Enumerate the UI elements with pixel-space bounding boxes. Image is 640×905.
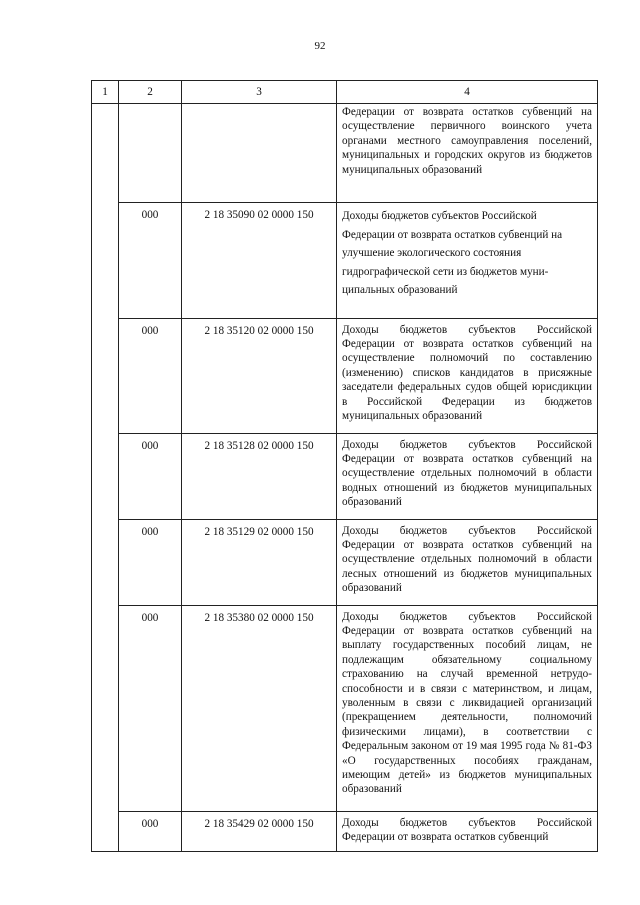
budget-code-cell: 2 18 35429 02 0000 150 (182, 811, 337, 851)
table-row (92, 519, 598, 605)
table-row (92, 104, 598, 203)
income-description-cell: Федерации от возврата остатков субвенций на осуществление первичного воинского учета органами местного самоуправления поселений, муниципальных и городских округов из бюджетов муниципальных образований (337, 104, 598, 203)
budget-code-cell (182, 104, 337, 203)
income-description-cell: Доходы бюджетов субъектов Российской Федерации от возврата остатков субвенций на осуществление отдельных полномочий в области водных отношений из бюджетов муниципальных образований (337, 433, 598, 519)
admin-code-cell: 000 (119, 203, 182, 319)
budget-code-cell: 2 18 35120 02 0000 150 (182, 318, 337, 433)
table-row (92, 605, 598, 811)
table-row (92, 811, 598, 851)
income-description-cell: Доходы бюджетов субъектов Российской Федерации от возврата остатков субвенций (337, 811, 598, 851)
table-row (92, 433, 598, 519)
admin-code-cell: 000 (119, 605, 182, 811)
admin-code-cell: 000 (119, 433, 182, 519)
income-description-cell: Доходы бюджетов субъектов Российской Федерации от возврата остатков субвенций на улучшение экологического состояния гидрографической сети из бюджетов муниципальных образований (337, 203, 598, 319)
income-description-cell: Доходы бюджетов субъектов Российской Федерации от возврата остатков субвенций на выплату государственных пособий лицам, не подлежащим обязательному социальному страхованию на случай временной нетрудоспособности и в связи с материнством, и лицам, уволенным в связи с ликвидацией организаций (прекращением деятельности, полномочий физическими лицами), в соответствии с Федеральным законом от 19 мая 1995 года № 81-ФЗ «О государственных пособиях гражданам, имеющим детей» из бюджетов муниципальных образований (337, 605, 598, 811)
budget-code-cell: 2 18 35129 02 0000 150 (182, 519, 337, 605)
column-header-4: 4 (337, 81, 598, 104)
column-header-1: 1 (92, 81, 119, 104)
column-header-3: 3 (182, 81, 337, 104)
table-header-row (92, 81, 598, 104)
column-header-2: 2 (119, 81, 182, 104)
budget-code-cell: 2 18 35128 02 0000 150 (182, 433, 337, 519)
page-number: 92 (314, 40, 326, 52)
budget-codes-table (91, 80, 598, 852)
admin-code-cell: 000 (119, 519, 182, 605)
table-row (92, 203, 598, 319)
income-description-cell: Доходы бюджетов субъектов Российской Федерации от возврата остатков субвенций на осуществление отдельных полномочий в области лесных отношений из бюджетов муниципальных образований (337, 519, 598, 605)
admin-code-cell (119, 104, 182, 203)
admin-code-cell: 000 (119, 811, 182, 851)
budget-code-cell: 2 18 35380 02 0000 150 (182, 605, 337, 811)
group-cell (92, 104, 119, 852)
admin-code-cell: 000 (119, 318, 182, 433)
income-description-cell: Доходы бюджетов субъектов Российской Федерации от возврата остатков субвенций на осуществление полномочий по составлению (изменению) списков кандидатов в присяжные заседатели федеральных судов общей юрисдикции в Российской Федерации из бюджетов муниципальных образований (337, 318, 598, 433)
table-row (92, 318, 598, 433)
budget-code-cell: 2 18 35090 02 0000 150 (182, 203, 337, 319)
